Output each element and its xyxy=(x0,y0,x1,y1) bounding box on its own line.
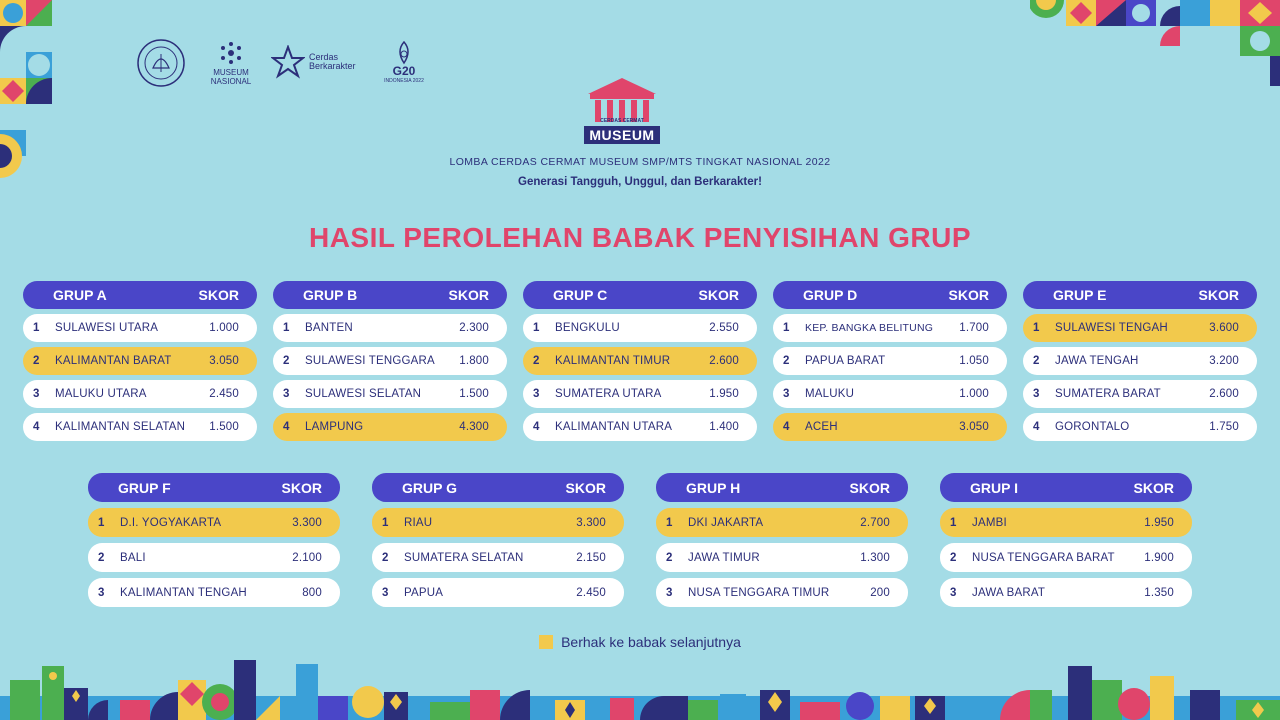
province-name: KALIMANTAN TENGAH xyxy=(120,586,247,599)
rank: 2 xyxy=(98,551,105,564)
cerdas-berkarakter-logo-text: Cerdas Berkarakter xyxy=(309,52,356,71)
score: 2.300 xyxy=(459,322,489,334)
rank: 4 xyxy=(283,421,290,433)
rank: 1 xyxy=(950,516,957,529)
province-name: DKI JAKARTA xyxy=(688,516,764,529)
rank: 1 xyxy=(382,516,389,529)
rank: 3 xyxy=(666,586,673,599)
province-name: KALIMANTAN SELATAN xyxy=(55,421,186,433)
group-name: GRUP C xyxy=(553,287,608,303)
group-g xyxy=(372,473,624,613)
province-name: PAPUA xyxy=(404,586,444,599)
decor-bottom-band xyxy=(0,640,1280,720)
table-row xyxy=(940,578,1192,607)
score: 2.600 xyxy=(709,355,739,367)
score: 3.300 xyxy=(292,516,322,529)
table-row xyxy=(1023,347,1257,375)
table-row xyxy=(773,314,1007,342)
rank: 2 xyxy=(950,551,957,564)
score: 1.700 xyxy=(959,322,989,334)
g20-logo-text: G20 xyxy=(392,63,416,78)
rank: 4 xyxy=(783,421,790,433)
province-name: SULAWESI UTARA xyxy=(55,322,159,334)
group-name: GRUP G xyxy=(402,479,457,496)
score: 2.100 xyxy=(292,551,322,564)
table-row-qualified xyxy=(656,508,908,537)
score-header: SKOR xyxy=(448,287,489,303)
province-name: SULAWESI TENGGARA xyxy=(305,355,435,367)
score: 2.550 xyxy=(709,322,739,334)
province-name: D.I. YOGYAKARTA xyxy=(120,516,222,529)
group-name: GRUP D xyxy=(803,287,858,303)
score-header: SKOR xyxy=(1198,287,1239,303)
group-name: GRUP F xyxy=(118,479,171,496)
province-name: JAWA TIMUR xyxy=(688,551,760,564)
province-name: KALIMANTAN BARAT xyxy=(55,355,172,367)
score-header: SKOR xyxy=(948,287,989,303)
score: 1.000 xyxy=(209,322,239,334)
group-header xyxy=(656,473,908,502)
score: 1.900 xyxy=(1144,551,1174,564)
table-row-qualified xyxy=(372,508,624,537)
score-header: SKOR xyxy=(198,287,239,303)
table-row xyxy=(523,380,757,408)
table-row xyxy=(656,543,908,572)
table-row-qualified xyxy=(1023,314,1257,342)
rank: 2 xyxy=(283,355,290,367)
tagline: Generasi Tangguh, Unggul, dan Berkarakter! xyxy=(518,176,762,188)
kemendikbud-logo xyxy=(136,38,186,88)
table-row xyxy=(88,578,340,607)
score: 3.200 xyxy=(1209,355,1239,367)
museum-nasional-logo xyxy=(206,34,256,90)
table-row xyxy=(940,543,1192,572)
province-name: NUSA TENGGARA TIMUR xyxy=(688,586,830,599)
rank: 3 xyxy=(533,388,540,400)
main-title: HASIL PEROLEHAN BABAK PENYISIHAN GRUP xyxy=(308,222,972,253)
table-row xyxy=(273,314,507,342)
rank: 1 xyxy=(533,322,540,334)
decor-top-left xyxy=(0,0,52,180)
table-row-qualified xyxy=(523,347,757,375)
score: 200 xyxy=(870,586,890,599)
score: 2.600 xyxy=(1209,388,1239,400)
group-a xyxy=(23,281,257,446)
province-name: GORONTALO xyxy=(1055,421,1130,433)
group-header xyxy=(1023,281,1257,309)
score: 1.950 xyxy=(1144,516,1174,529)
rank: 4 xyxy=(33,421,40,433)
score: 4.300 xyxy=(459,421,489,433)
rank: 1 xyxy=(783,322,790,334)
score-header: SKOR xyxy=(1133,479,1174,496)
table-row xyxy=(372,543,624,572)
table-row xyxy=(523,413,757,441)
table-row-qualified xyxy=(940,508,1192,537)
group-header xyxy=(88,473,340,502)
score-header: SKOR xyxy=(281,479,322,496)
rank: 2 xyxy=(382,551,389,564)
group-name: GRUP I xyxy=(970,479,1018,496)
province-name: KALIMANTAN TIMUR xyxy=(555,355,671,367)
score: 3.050 xyxy=(209,355,239,367)
rank: 3 xyxy=(33,388,40,400)
score: 3.050 xyxy=(959,421,989,433)
table-row xyxy=(23,413,257,441)
rank: 3 xyxy=(783,388,790,400)
group-c xyxy=(523,281,757,446)
rank: 3 xyxy=(950,586,957,599)
province-name: MALUKU UTARA xyxy=(55,388,147,400)
score: 1.800 xyxy=(459,355,489,367)
rank: 2 xyxy=(533,355,540,367)
rank: 1 xyxy=(33,322,40,334)
score: 1.300 xyxy=(860,551,890,564)
score: 1.400 xyxy=(709,421,739,433)
score: 800 xyxy=(302,586,322,599)
province-name: JAMBI xyxy=(972,516,1007,529)
rank: 1 xyxy=(98,516,105,529)
score: 1.000 xyxy=(959,388,989,400)
province-name: SUMATERA BARAT xyxy=(1055,388,1161,400)
rank: 3 xyxy=(1033,388,1040,400)
score: 3.300 xyxy=(576,516,606,529)
rank: 2 xyxy=(783,355,790,367)
rank: 3 xyxy=(382,586,389,599)
score: 1.500 xyxy=(459,388,489,400)
province-name: PAPUA BARAT xyxy=(805,355,886,367)
group-header xyxy=(372,473,624,502)
score: 1.050 xyxy=(959,355,989,367)
province-name: JAWA TENGAH xyxy=(1055,355,1139,367)
score-header: SKOR xyxy=(698,287,739,303)
province-name: BENGKULU xyxy=(555,322,620,334)
table-row xyxy=(773,380,1007,408)
province-name: KEP. BANGKA BELITUNG xyxy=(805,322,934,334)
rank: 4 xyxy=(533,421,540,433)
rank: 2 xyxy=(666,551,673,564)
table-row xyxy=(523,314,757,342)
rank: 3 xyxy=(283,388,290,400)
partner-logos xyxy=(136,32,436,92)
score: 1.950 xyxy=(709,388,739,400)
table-row xyxy=(273,380,507,408)
rank: 1 xyxy=(1033,322,1040,334)
g20-logo-subtext: INDONESIA 2022 xyxy=(384,77,424,84)
table-row xyxy=(273,347,507,375)
province-name: KALIMANTAN UTARA xyxy=(555,421,673,433)
score-header: SKOR xyxy=(849,479,890,496)
group-f xyxy=(88,473,340,613)
rank: 1 xyxy=(283,322,290,334)
rank: 4 xyxy=(1033,421,1040,433)
table-row xyxy=(1023,380,1257,408)
score-header: SKOR xyxy=(565,479,606,496)
group-header xyxy=(273,281,507,309)
table-row xyxy=(88,543,340,572)
group-d xyxy=(773,281,1007,446)
province-name: SULAWESI SELATAN xyxy=(305,388,422,400)
g20-logo xyxy=(382,32,426,92)
museum-logo xyxy=(582,74,662,148)
group-h xyxy=(656,473,908,613)
province-name: ACEH xyxy=(805,421,838,433)
table-row-qualified xyxy=(88,508,340,537)
group-name: GRUP A xyxy=(53,287,107,303)
group-b xyxy=(273,281,507,446)
rank: 2 xyxy=(1033,355,1040,367)
score: 2.700 xyxy=(860,516,890,529)
province-name: LAMPUNG xyxy=(305,421,364,433)
score: 1.350 xyxy=(1144,586,1174,599)
province-name: BANTEN xyxy=(305,322,353,334)
museum-logo-text: MUSEUM xyxy=(589,127,655,143)
rank: 2 xyxy=(33,355,40,367)
score: 2.450 xyxy=(209,388,239,400)
group-header xyxy=(523,281,757,309)
table-row xyxy=(656,578,908,607)
province-name: JAWA BARAT xyxy=(972,586,1046,599)
museum-logo-small-text: CERDAS CERMAT xyxy=(600,118,644,124)
cerdas-berkarakter-logo xyxy=(268,40,368,84)
competition-title: LOMBA CERDAS CERMAT MUSEUM SMP/MTS TINGKAT NASIONAL 2022 xyxy=(449,156,831,168)
score: 2.450 xyxy=(576,586,606,599)
group-header xyxy=(23,281,257,309)
province-name: MALUKU xyxy=(805,388,855,400)
group-name: GRUP H xyxy=(686,479,741,496)
group-name: GRUP E xyxy=(1053,287,1107,303)
group-header xyxy=(940,473,1192,502)
table-row xyxy=(773,347,1007,375)
rank: 3 xyxy=(98,586,105,599)
table-row-qualified xyxy=(273,413,507,441)
decor-top-right xyxy=(1030,0,1280,100)
table-row-qualified xyxy=(23,347,257,375)
group-name: GRUP B xyxy=(303,287,358,303)
province-name: RIAU xyxy=(404,516,433,529)
score: 1.750 xyxy=(1209,421,1239,433)
group-e xyxy=(1023,281,1257,446)
rank: 1 xyxy=(666,516,673,529)
table-row xyxy=(23,380,257,408)
table-row xyxy=(372,578,624,607)
province-name: SUMATERA UTARA xyxy=(555,388,662,400)
museum-nasional-logo-text: MUSEUM NASIONAL xyxy=(210,68,252,86)
score: 2.150 xyxy=(576,551,606,564)
table-row xyxy=(1023,413,1257,441)
province-name: BALI xyxy=(120,551,146,564)
score: 1.500 xyxy=(209,421,239,433)
province-name: NUSA TENGGARA BARAT xyxy=(972,551,1115,564)
province-name: SUMATERA SELATAN xyxy=(404,551,524,564)
group-i xyxy=(940,473,1192,613)
score: 3.600 xyxy=(1209,322,1239,334)
province-name: SULAWESI TENGAH xyxy=(1055,322,1168,334)
group-header xyxy=(773,281,1007,309)
table-row-qualified xyxy=(773,413,1007,441)
table-row xyxy=(23,314,257,342)
legend-label: Berhak ke babak selanjutnya xyxy=(561,634,741,650)
